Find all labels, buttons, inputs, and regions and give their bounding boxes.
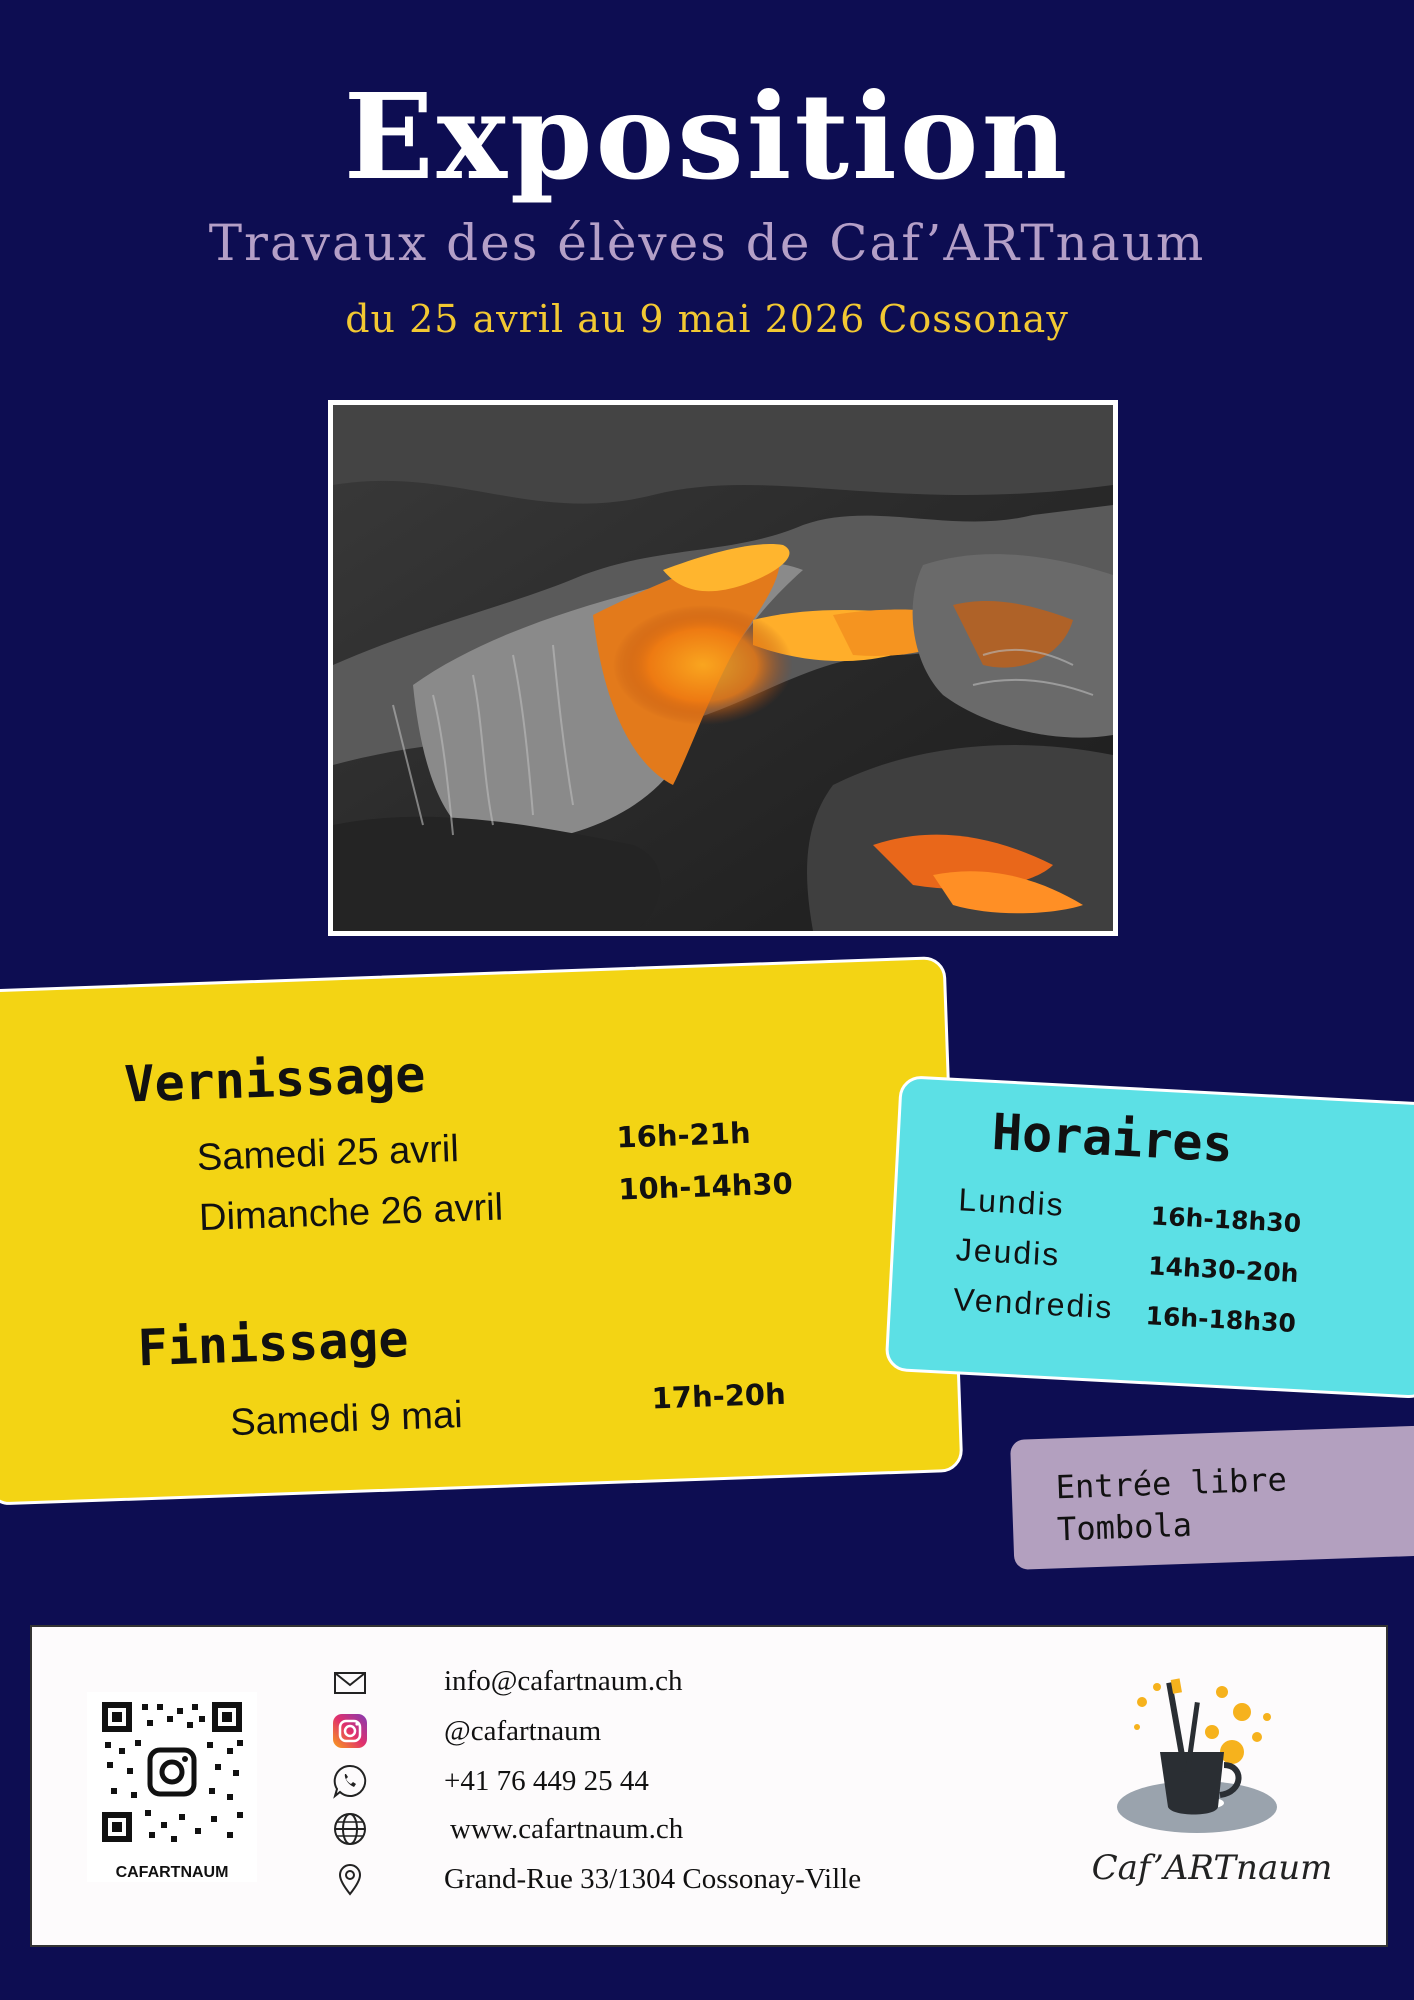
contact-phone[interactable]: +41 76 449 25 44: [444, 1765, 649, 1797]
logo-text: Caf’ARTnaum: [1091, 1848, 1333, 1888]
exhibition-dates: du 25 avril au 9 mai 2026 Cossonay: [345, 297, 1069, 341]
horaires-day-1: Lundis: [957, 1181, 1066, 1223]
free-entry-text: Entrée libre: [1055, 1460, 1288, 1507]
envelope-icon: [332, 1665, 368, 1701]
cafartnaum-logo: [1082, 1657, 1342, 1907]
page-subtitle: Travaux des élèves de Caf’ARTnaum: [208, 214, 1206, 272]
horaires-time-1: 16h-18h30: [1150, 1201, 1302, 1239]
tombola-text: Tombola: [1056, 1505, 1193, 1549]
qr-code-image: [87, 1692, 257, 1842]
horaires-time-2: 14h30-20h: [1147, 1251, 1300, 1289]
finissage-time-1: 17h-20h: [651, 1376, 787, 1416]
finissage-day-1: Samedi 9 mai: [229, 1394, 464, 1445]
lava-painting-image: [328, 400, 1118, 936]
qr-code[interactable]: [87, 1692, 257, 1882]
finissage-heading: Finissage: [136, 1309, 410, 1378]
contact-address[interactable]: Grand-Rue 33/1304 Cossonay-Ville: [444, 1863, 862, 1895]
contact-instagram[interactable]: @cafartnaum: [444, 1715, 602, 1747]
opening-hours-card: [885, 1075, 1414, 1399]
vernissage-heading: Vernissage: [123, 1045, 427, 1114]
vernissage-day-1: Samedi 25 avril: [196, 1128, 460, 1180]
contact-footer: [30, 1625, 1388, 1947]
whatsapp-icon: [332, 1763, 368, 1799]
vernissage-time-1: 16h-21h: [615, 1115, 752, 1155]
horaires-heading: Horaires: [990, 1102, 1235, 1174]
map-pin-icon: [332, 1861, 368, 1897]
info-note: [1010, 1425, 1414, 1570]
globe-icon: [332, 1811, 368, 1847]
vernissage-day-2: Dimanche 26 avril: [198, 1186, 504, 1240]
page-title: Exposition: [343, 67, 1071, 206]
horaires-day-3: Vendredis: [952, 1281, 1115, 1326]
horaires-time-3: 16h-18h30: [1144, 1301, 1297, 1339]
vernissage-time-2: 10h-14h30: [617, 1166, 794, 1207]
contact-email[interactable]: info@cafartnaum.ch: [444, 1665, 683, 1697]
events-card: [0, 956, 963, 1506]
contact-website[interactable]: www.cafartnaum.ch: [450, 1813, 684, 1845]
qr-code-label: CAFARTNAUM: [115, 1864, 229, 1881]
horaires-day-2: Jeudis: [955, 1231, 1062, 1273]
instagram-icon: [332, 1713, 368, 1749]
